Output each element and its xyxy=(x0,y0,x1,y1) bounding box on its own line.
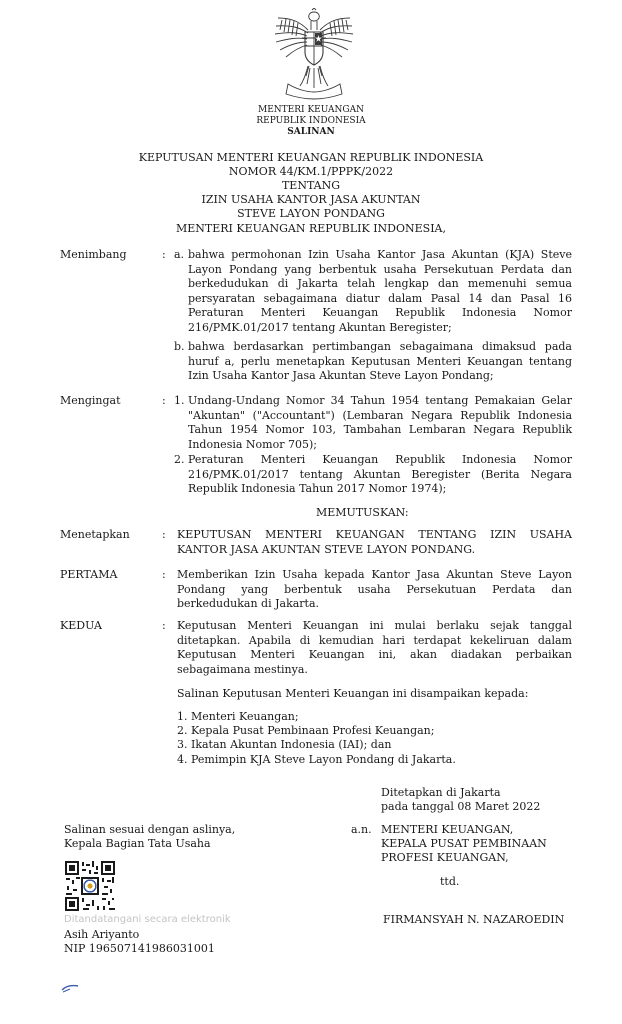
date-of-issue: pada tanggal 08 Maret 2022 xyxy=(381,800,541,813)
qr-code-icon xyxy=(64,860,116,912)
letterhead-line1: MENTERI KEUANGAN xyxy=(258,105,364,115)
menetapkan-colon: : xyxy=(162,528,166,541)
distribution-item: 3. Ikatan Akuntan Indonesia (IAI); dan xyxy=(177,738,392,751)
decree-title: KEPUTUSAN MENTERI KEUANGAN REPUBLIK INDONESIA xyxy=(138,151,484,164)
pertama-colon: : xyxy=(162,568,166,581)
garuda-emblem-icon xyxy=(272,8,356,100)
menimbang-a-marker: a. xyxy=(174,248,185,261)
an-label: a.n. xyxy=(351,823,372,836)
distribution-item: 4. Pemimpin KJA Steve Layon Pondang di Jakarta. xyxy=(177,753,456,766)
signatory-role3: PROFESI KEUANGAN, xyxy=(381,851,509,864)
pertama-text: Memberikan Izin Usaha kepada Kantor Jasa Akuntan Steve Layon Pondang yang berbentuk usaha Persekutuan Perdata dan berkedudukan di Jakarta. xyxy=(177,568,572,610)
subject-line2: STEVE LAYON PONDANG xyxy=(237,207,385,220)
attestation-nip: NIP 196507141986031001 xyxy=(64,942,215,955)
menetapkan-label: Menetapkan xyxy=(60,528,130,541)
mengingat-colon: : xyxy=(162,394,166,407)
menimbang-label: Menimbang xyxy=(60,248,127,261)
distribution-intro: Salinan Keputusan Menteri Keuangan ini disampaikan kepada: xyxy=(177,687,529,700)
signatory-role2: KEPALA PUSAT PEMBINAAN xyxy=(381,837,547,850)
pen-mark-icon xyxy=(60,978,80,988)
menimbang-a-text: bahwa permohonan Izin Usaha Kantor Jasa Akuntan (KJA) Steve Layon Pondang yang berbentuk usaha Persekutuan Perdata dan berkedudukan di Jakarta telah lengkap dan memenuhi semua persyaratan sebagaimana diatur dalam Pasal 14 dan Pasal 16 Peraturan Menteri Keuangan Republik Indonesia Nomor 216/PMK.01/2017 tentang Akuntan Beregister; xyxy=(188,248,572,334)
signatory-role1: MENTERI KEUANGAN, xyxy=(381,823,514,836)
distribution-item: 1. Menteri Keuangan; xyxy=(177,710,299,723)
distribution-item: 2. Kepala Pusat Pembinaan Profesi Keuangan; xyxy=(177,724,435,737)
ttd-label: ttd. xyxy=(440,875,460,888)
attestation-line2: Kepala Bagian Tata Usaha xyxy=(64,837,211,850)
place-of-issue: Ditetapkan di Jakarta xyxy=(381,786,501,799)
decree-number: NOMOR 44/KM.1/PPPK/2022 xyxy=(228,165,394,178)
menimbang-b-marker: b. xyxy=(174,340,185,353)
subject-line1: IZIN USAHA KANTOR JASA AKUNTAN xyxy=(201,193,421,206)
menimbang-colon: : xyxy=(162,248,166,261)
mengingat-label: Mengingat xyxy=(60,394,121,407)
tentang-label: TENTANG xyxy=(281,179,341,192)
kedua-text: Keputusan Menteri Keuangan ini mulai berlaku sejak tanggal ditetapkan. Apabila di kemudian hari terdapat kekeliruan dalam Keputusan Menteri Keuangan ini, akan diadakan perbaikan sebagaimana mestinya. xyxy=(177,619,572,676)
memutuskan-heading: MEMUTUSKAN: xyxy=(316,506,409,519)
attestation-name: Asih Ariyanto xyxy=(64,928,140,941)
mengingat-1-text: Undang-Undang Nomor 34 Tahun 1954 tentang Pemakaian Gelar "Akuntan" ("Accountant") (Lembaran Negara Republik Indonesia Tahun 1954 Nomor 103, Tambahan Lembaran Negara Republik Indonesia Nomor 705); xyxy=(188,394,572,451)
kedua-label: KEDUA xyxy=(60,619,102,632)
menetapkan-text: KEPUTUSAN MENTERI KEUANGAN TENTANG IZIN USAHA KANTOR JASA AKUNTAN STEVE LAYON PONDANG. xyxy=(177,528,572,556)
letterhead-line2: REPUBLIK INDONESIA xyxy=(256,116,366,126)
signatory-name: FIRMANSYAH N. NAZAROEDIN xyxy=(383,913,565,926)
attestation-line1: Salinan sesuai dengan aslinya, xyxy=(64,823,236,836)
pertama-label: PERTAMA xyxy=(60,568,118,581)
mengingat-2-text: Peraturan Menteri Keuangan Republik Indonesia Nomor 216/PMK.01/2017 tentang Akuntan Beregister (Berita Negara Republik Indonesia Tahun 2017 Nomor 1974); xyxy=(188,453,572,495)
mengingat-2-marker: 2. xyxy=(174,453,185,466)
menimbang-b-text: bahwa berdasarkan pertimbangan sebagaimana dimaksud pada huruf a, perlu menetapkan Keputusan Menteri Keuangan tentang Izin Usaha Kantor Jasa Akuntan Steve Layon Pondang; xyxy=(188,340,572,382)
kedua-colon: : xyxy=(162,619,166,632)
e-signed-note: Ditandatangani secara elektronik xyxy=(64,914,231,925)
salinan-label: SALINAN xyxy=(287,127,335,137)
authority-line: MENTERI KEUANGAN REPUBLIK INDONESIA, xyxy=(175,222,447,235)
mengingat-1-marker: 1. xyxy=(174,394,185,407)
